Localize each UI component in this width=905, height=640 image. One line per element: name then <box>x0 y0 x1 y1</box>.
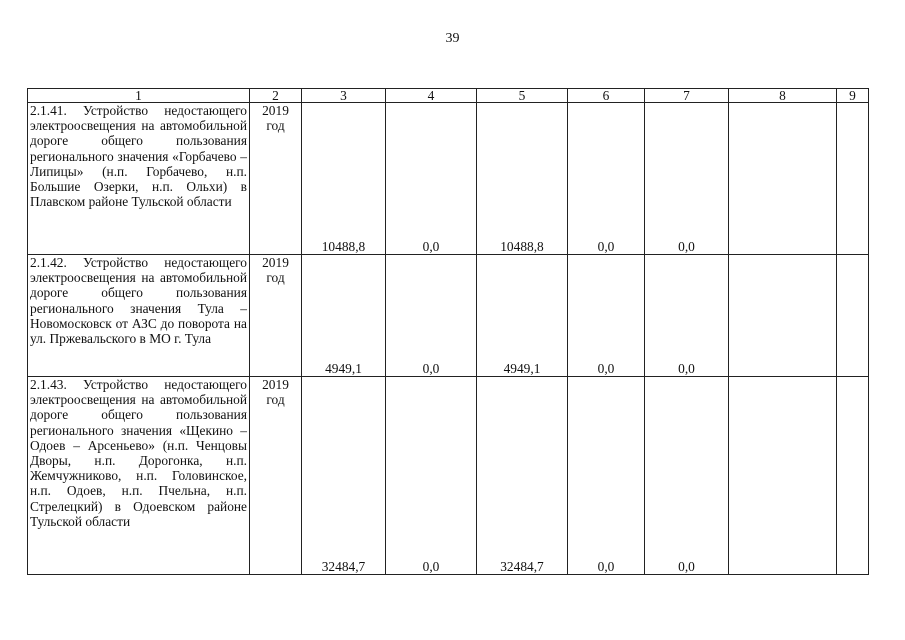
header-cell-3: 3 <box>302 89 386 103</box>
page-number: 39 <box>445 31 460 46</box>
table-row <box>28 377 869 575</box>
row-value-col3: 32484,7 <box>302 377 386 575</box>
header-cell-5: 5 <box>477 89 568 103</box>
header-cell-7: 7 <box>645 89 729 103</box>
header-cell-9: 9 <box>837 89 869 103</box>
row-value-col4: 0,0 <box>386 255 477 377</box>
row-description: 2.1.42. Устройство недостающего электроосвещения на автомобильной дороге общего пользования регионального значения Тула – Новомосковск от АЗС до поворота на ул. Пржевальского в МО г. Тула <box>28 255 250 377</box>
table-row <box>28 255 869 377</box>
program-table <box>27 88 869 575</box>
row-value-col3: 4949,1 <box>302 255 386 377</box>
row-value-col9 <box>837 103 869 255</box>
row-value-col7: 0,0 <box>645 377 729 575</box>
row-value-col6: 0,0 <box>568 377 645 575</box>
row-value-col4: 0,0 <box>386 377 477 575</box>
row-value-col3: 10488,8 <box>302 103 386 255</box>
row-value-col5: 4949,1 <box>477 255 568 377</box>
row-description: 2.1.41. Устройство недостающего электроосвещения на автомобильной дороге общего пользования регионального значения «Горбачево – Липицы» (н.п. Горбачево, н.п. Большие Озерки, н.п. Ольхи) в Плавском районе Тульской области <box>28 103 250 255</box>
row-year: 2019 год <box>250 377 302 575</box>
row-value-col9 <box>837 377 869 575</box>
row-value-col6: 0,0 <box>568 255 645 377</box>
row-value-col8 <box>729 377 837 575</box>
header-cell-6: 6 <box>568 89 645 103</box>
header-cell-2: 2 <box>250 89 302 103</box>
row-value-col8 <box>729 103 837 255</box>
header-cell-8: 8 <box>729 89 837 103</box>
row-value-col8 <box>729 255 837 377</box>
row-value-col5: 32484,7 <box>477 377 568 575</box>
row-value-col7: 0,0 <box>645 103 729 255</box>
row-value-col6: 0,0 <box>568 103 645 255</box>
row-value-col7: 0,0 <box>645 255 729 377</box>
row-year: 2019 год <box>250 255 302 377</box>
header-cell-4: 4 <box>386 89 477 103</box>
header-row <box>28 89 869 103</box>
row-description: 2.1.43. Устройство недостающего электроосвещения на автомобильной дороге общего пользования регионального значения «Щекино – Одоев – Арсеньево» (н.п. Ченцовы Дворы, н.п. Дорогонка, н.п. Жемчужниково, н.п. Головинское, н.п. Одоев, н.п. Пчельна, н.п. Стрелецкий) в Одоевском районе Тульской области <box>28 377 250 575</box>
header-cell-1: 1 <box>28 89 250 103</box>
row-year: 2019 год <box>250 103 302 255</box>
table-row <box>28 103 869 255</box>
row-value-col9 <box>837 255 869 377</box>
row-value-col5: 10488,8 <box>477 103 568 255</box>
row-value-col4: 0,0 <box>386 103 477 255</box>
